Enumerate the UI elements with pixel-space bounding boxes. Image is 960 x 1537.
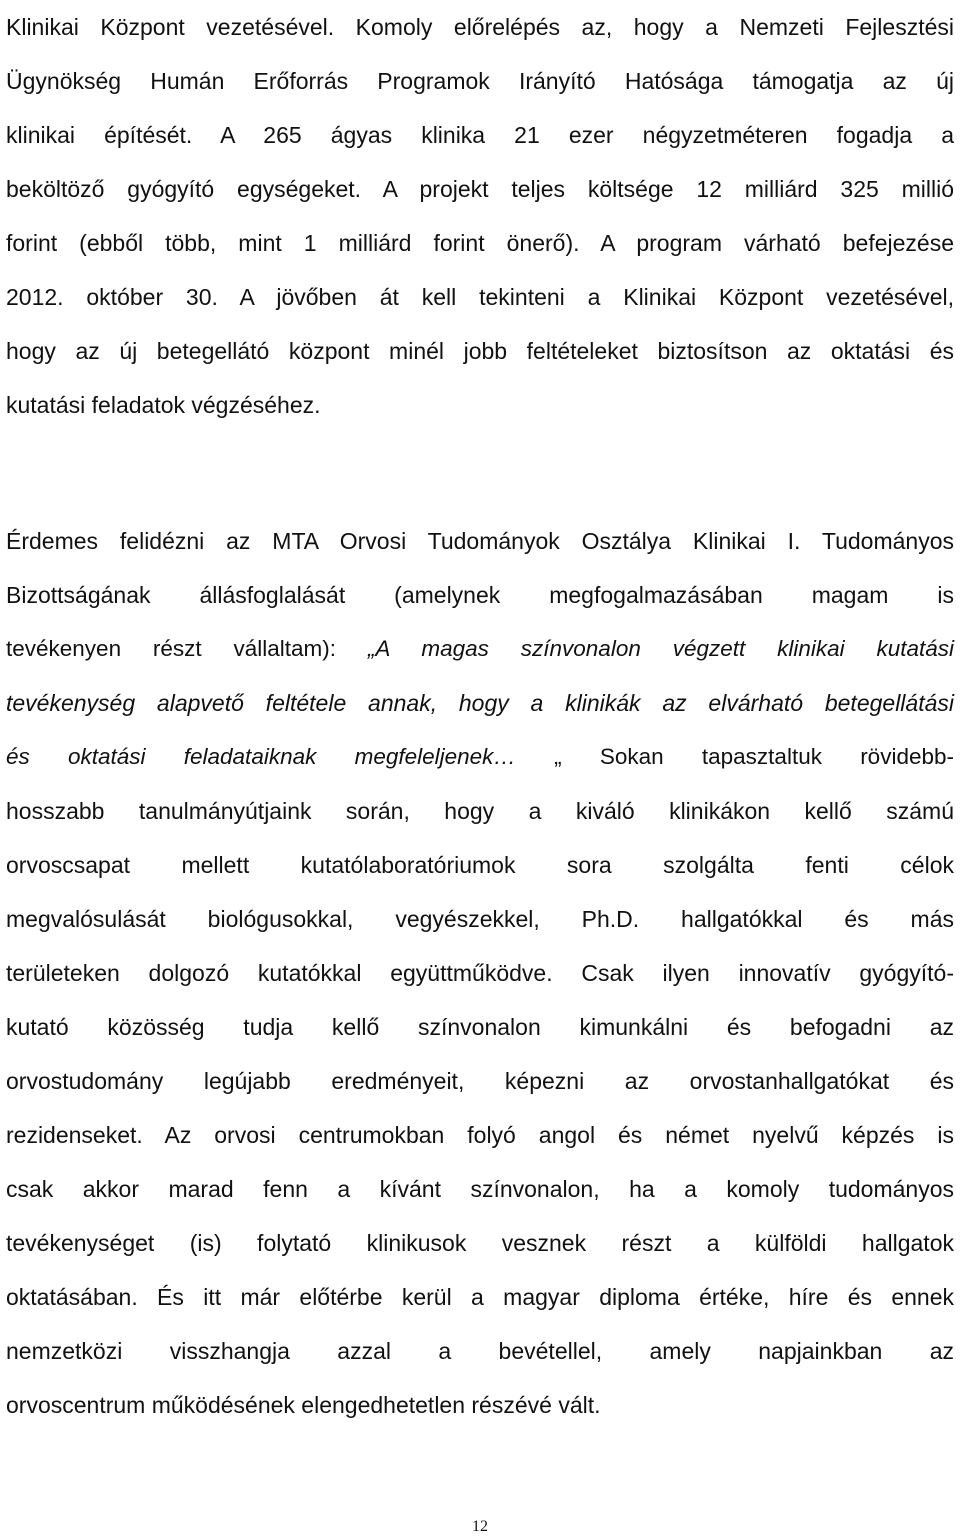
text-line: orvoscsapat mellett kutatólaboratóriumok sora szolgálta fenti célok [6, 852, 954, 878]
text-line: Érdemes felidézni az MTA Orvosi Tudományok Osztálya Klinikai I. Tudományos [6, 528, 954, 554]
quote-line: tevékenység alapvető feltétele annak, hogy a klinikák az elvárható betegellátási [6, 690, 954, 716]
paragraph-clinic-project [6, 0, 954, 432]
text-line: kutató közösség tudja kellő színvonalon kimunkálni és befogadni az [6, 1014, 954, 1040]
text-line: beköltöző gyógyító egységeket. A projekt teljes költsége 12 milliárd 325 millió [6, 176, 954, 202]
text-line: csak akkor marad fenn a kívánt színvonalon, ha a komoly tudományos [6, 1176, 954, 1202]
text-line: nemzetközi visszhangja azzal a bevétellel, amely napjainkban az [6, 1338, 954, 1364]
text-line: hosszabb tanulmányútjaink során, hogy a kiváló klinikákon kellő számú [6, 798, 954, 824]
text-line: tevékenységet (is) folytató klinikusok vesznek részt a külföldi hallgatok [6, 1230, 954, 1256]
page-number: 12 [472, 1518, 488, 1535]
text-line: megvalósulását biológusokkal, vegyészekkel, Ph.D. hallgatókkal és más [6, 906, 954, 932]
paragraph-mta-statement [6, 514, 954, 1432]
text-line: oktatásában. És itt már előtérbe kerül a magyar diploma értéke, híre és ennek [6, 1284, 954, 1310]
text-line: rezidenseket. Az orvosi centrumokban folyó angol és német nyelvű képzés is [6, 1122, 954, 1148]
text-line: Bizottságának állásfoglalását (amelynek megfogalmazásában magam is [6, 582, 954, 608]
text-line: Klinikai Központ vezetésével. Komoly előrelépés az, hogy a Nemzeti Fejlesztési [6, 14, 954, 40]
text-line: forint (ebből több, mint 1 milliárd forint önerő). A program várható befejezése [6, 230, 954, 256]
text-line-mixed [6, 622, 954, 676]
text-segment: „ Sokan tapasztaltuk rövidebb- [515, 744, 954, 769]
text-line: 2012. október 30. A jövőben át kell tekinteni a Klinikai Központ vezetésével, [6, 284, 954, 310]
text-line: hogy az új betegellátó központ minél jobb feltételeket biztosítson az oktatási és [6, 338, 954, 364]
quote-segment: „A magas színvonalon végzett klinikai kutatási [367, 636, 954, 661]
text-line: Ügynökség Humán Erőforrás Programok Irányító Hatósága támogatja az új [6, 68, 954, 94]
text-line: orvostudomány legújabb eredményeit, képezni az orvostanhallgatókat és [6, 1068, 954, 1094]
text-line-mixed [6, 730, 954, 784]
text-line: kutatási feladatok végzéséhez. [6, 392, 321, 418]
text-line: orvoscentrum működésének elengedhetetlen részévé vált. [6, 1392, 601, 1418]
text-line: klinikai építését. A 265 ágyas klinika 21 ezer négyzetméteren fogadja a [6, 122, 954, 148]
quote-segment: és oktatási feladataiknak megfeleljenek… [6, 744, 516, 769]
text-segment: tevékenyen részt vállaltam): [6, 636, 368, 661]
text-line: területeken dolgozó kutatókkal együttműködve. Csak ilyen innovatív gyógyító- [6, 960, 954, 986]
